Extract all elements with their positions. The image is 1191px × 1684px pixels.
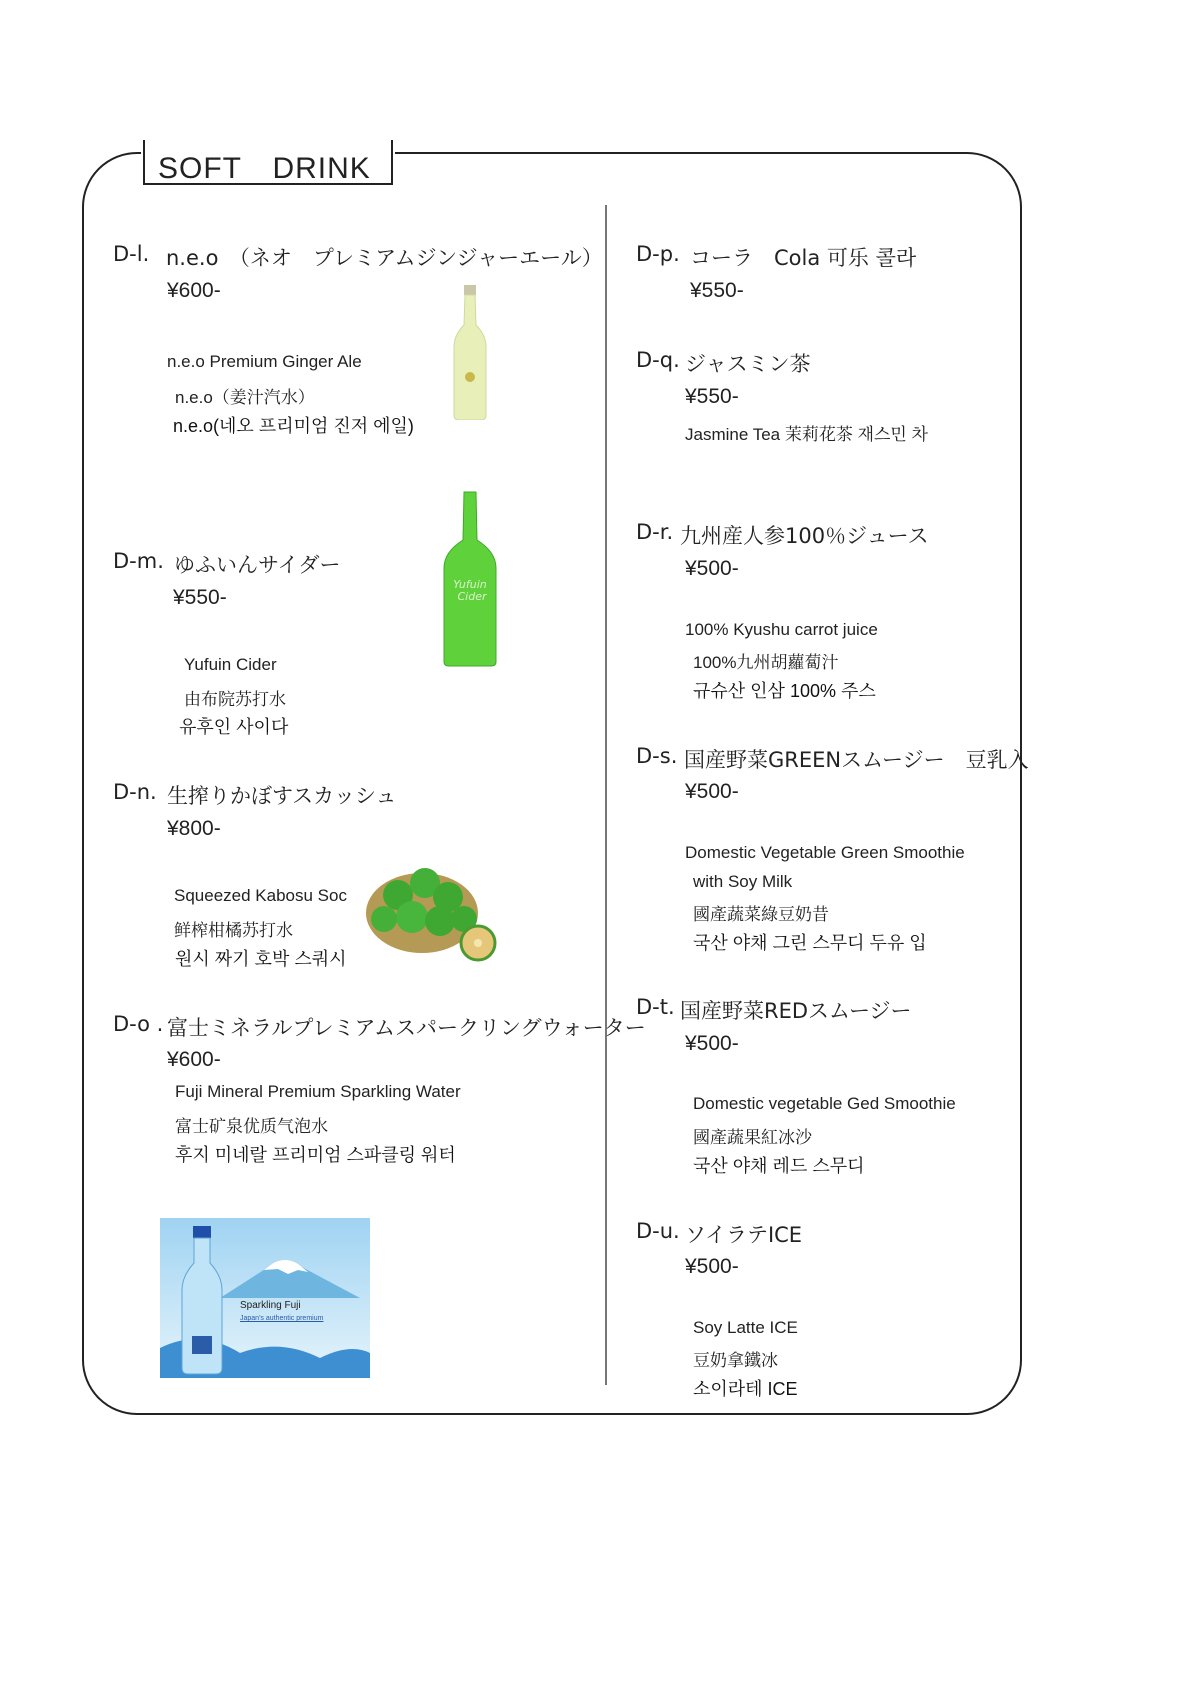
item-desc-ko: 국산 야채 레드 스무디 — [693, 1156, 865, 1176]
item-code: D-o . — [113, 1012, 164, 1036]
item-desc-zh: 由布院苏打水 — [184, 690, 286, 709]
item-name: ジャスミン茶 — [685, 352, 811, 376]
item-name: ソイラテICE — [685, 1223, 803, 1247]
item-desc-en: Yufuin Cider — [184, 655, 277, 674]
fuji-image-tagline: Japan's authentic premium — [240, 1315, 324, 1322]
item-desc-en-2: with Soy Milk — [693, 872, 793, 891]
item-code: D-r. — [636, 520, 674, 544]
fuji-image-caption: Sparkling Fuji — [240, 1300, 301, 1311]
item-desc-en: Domestic vegetable Ged Smoothie — [693, 1094, 956, 1113]
item-price: ¥500- — [685, 780, 739, 803]
item-code: D-n. — [113, 780, 157, 804]
item-price: ¥550- — [690, 279, 744, 302]
item-desc-ko: 국산 야채 그린 스무디 두유 입 — [693, 933, 927, 953]
item-price: ¥600- — [167, 1048, 221, 1071]
item-price: ¥800- — [167, 817, 221, 840]
item-desc-ko: 소이라테 ICE — [693, 1379, 798, 1399]
item-desc-zh: 100%九州胡蘿蔔汁 — [693, 653, 839, 672]
item-price: ¥600- — [167, 279, 221, 302]
item-code: D-q. — [636, 348, 680, 372]
item-name: 国産野菜REDスムージー — [680, 999, 912, 1023]
item-name: コーラ Cola 可乐 콜라 — [690, 246, 917, 270]
item-code: D-t. — [636, 995, 675, 1019]
item-desc-zh: n.e.o（姜汁汽水） — [175, 388, 315, 407]
item-desc-en: Squeezed Kabosu Soc — [174, 886, 347, 905]
item-desc: Jasmine Tea 茉莉花茶 재스민 차 — [685, 425, 928, 444]
item-desc-zh: 國產蔬菜綠豆奶昔 — [693, 905, 829, 924]
item-code: D-p. — [636, 242, 680, 266]
section-title: SOFT DRINK — [158, 152, 371, 185]
item-name: 九州産人参100％ジュース — [680, 524, 929, 548]
item-desc-ko: n.e.o(네오 프리미엄 진저 에일) — [173, 416, 414, 436]
item-price: ¥550- — [173, 586, 227, 609]
item-price: ¥500- — [685, 1255, 739, 1278]
item-desc-en: Domestic Vegetable Green Smoothie — [685, 843, 965, 862]
item-price: ¥550- — [685, 385, 739, 408]
svg-text:Yufuin: Yufuin — [453, 578, 487, 591]
item-desc-en: n.e.o Premium Ginger Ale — [167, 352, 362, 371]
item-desc-ko: 유후인 사이다 — [179, 717, 289, 737]
kabosu-basket-image — [360, 855, 502, 965]
item-desc-zh: 國產蔬果紅冰沙 — [693, 1128, 812, 1147]
item-code: D-m. — [113, 549, 164, 573]
item-code: D-l. — [113, 242, 150, 266]
item-desc-en: Soy Latte ICE — [693, 1318, 798, 1337]
item-code: D-u. — [636, 1219, 680, 1243]
item-desc-zh: 鲜榨柑橘苏打水 — [174, 921, 293, 940]
item-desc-ko: 원시 짜기 호박 스쿼시 — [175, 949, 347, 969]
yufuin-cider-bottle-image — [436, 490, 504, 668]
item-name: 国産野菜GREENスムージー 豆乳入 — [684, 748, 1029, 772]
item-name: 富士ミネラルプレミアムスパークリングウォーター — [167, 1016, 646, 1040]
item-name: 生搾りかぼすスカッシュ — [167, 784, 397, 808]
item-desc-zh: 豆奶拿鐵冰 — [693, 1351, 778, 1370]
column-divider — [605, 205, 607, 1385]
item-desc-zh: 富士矿泉优质气泡水 — [175, 1117, 328, 1136]
item-desc-en: Fuji Mineral Premium Sparkling Water — [175, 1082, 461, 1101]
neo-ginger-ale-bottle-image — [452, 285, 488, 420]
item-price: ¥500- — [685, 557, 739, 580]
item-desc-ko: 후지 미네랄 프리미엄 스파클링 워터 — [175, 1145, 456, 1165]
item-name: n.e.o （ネオ プレミアムジンジャーエール） — [166, 246, 603, 270]
svg-text:Cider: Cider — [457, 590, 487, 603]
item-desc-en: 100% Kyushu carrot juice — [685, 620, 878, 639]
item-code: D-s. — [636, 744, 678, 768]
fuji-sparkling-water-image — [160, 1218, 370, 1378]
item-desc-ko: 규슈산 인삼 100% 주스 — [693, 681, 876, 701]
item-name: ゆふいんサイダー — [174, 553, 341, 577]
item-price: ¥500- — [685, 1032, 739, 1055]
